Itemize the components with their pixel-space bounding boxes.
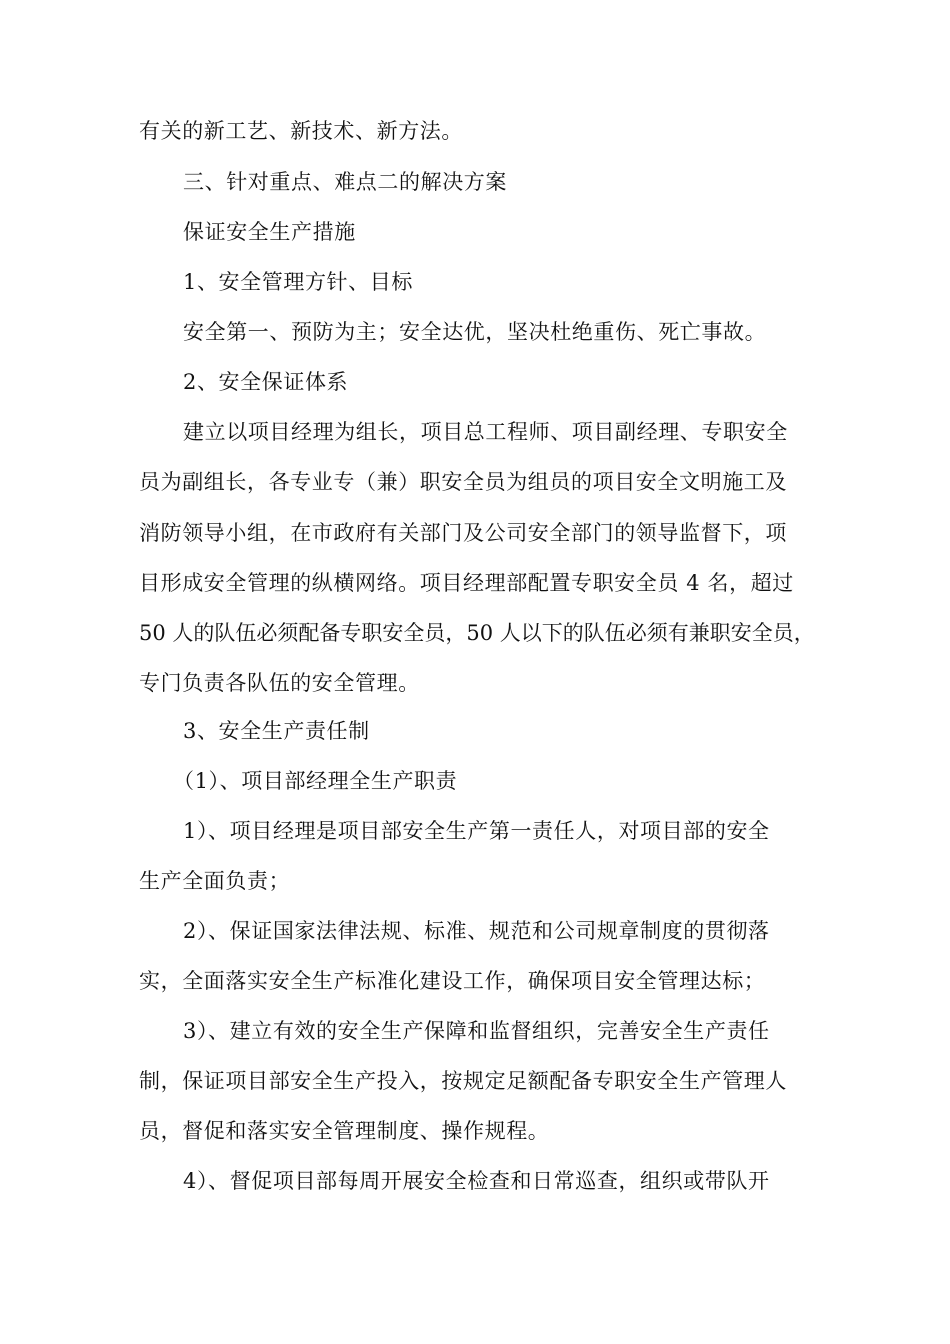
text-line: 员，督促和落实安全管理制度、操作规程。 — [139, 1119, 550, 1143]
text-line: 生产全面负责； — [139, 869, 291, 893]
section-heading: 三、针对重点、难点二的解决方案 — [183, 170, 507, 194]
text-line: 3）、建立有效的安全生产保障和监督组织，完善安全生产责任 — [183, 1019, 770, 1043]
item-heading: 1、安全管理方针、目标 — [183, 270, 413, 294]
item-heading: 3、安全生产责任制 — [183, 719, 370, 743]
text-line: 实，全面落实安全生产标准化建设工作，确保项目安全管理达标； — [139, 969, 766, 993]
text-line: 制，保证项目部安全生产投入，按规定足额配备专职安全生产管理人 — [139, 1069, 787, 1093]
text-line: 4）、督促项目部每周开展安全检查和日常巡查，组织或带队开 — [183, 1169, 770, 1193]
text-line: 50 人的队伍必须配备专职安全员，50 人以下的队伍必须有兼职安全员， — [139, 621, 815, 645]
text-line: 目形成安全管理的纵横网络。项目经理部配置专职安全员 4 名，超过 — [139, 571, 794, 595]
subsection-heading: 保证安全生产措施 — [183, 220, 356, 244]
item-heading: 2、安全保证体系 — [183, 370, 349, 394]
text-line: 有关的新工艺、新技术、新方法。 — [139, 119, 463, 143]
text-line: 专门负责各队伍的安全管理。 — [139, 671, 420, 695]
subitem-heading: （1）、项目部经理全生产职责 — [173, 769, 458, 793]
text-line: 2）、保证国家法律法规、标准、规范和公司规章制度的贯彻落 — [183, 919, 770, 943]
text-line: 建立以项目经理为组长，项目总工程师、项目副经理、专职安全 — [183, 420, 788, 444]
text-line: 员为副组长，各专业专（兼）职安全员为组员的项目安全文明施工及 — [139, 470, 787, 494]
text-line: 1）、项目经理是项目部安全生产第一责任人，对项目部的安全 — [183, 819, 770, 843]
text-line: 安全第一、预防为主；安全达优，坚决杜绝重伤、死亡事故。 — [183, 320, 767, 344]
text-line: 消防领导小组，在市政府有关部门及公司安全部门的领导监督下，项 — [139, 521, 787, 545]
